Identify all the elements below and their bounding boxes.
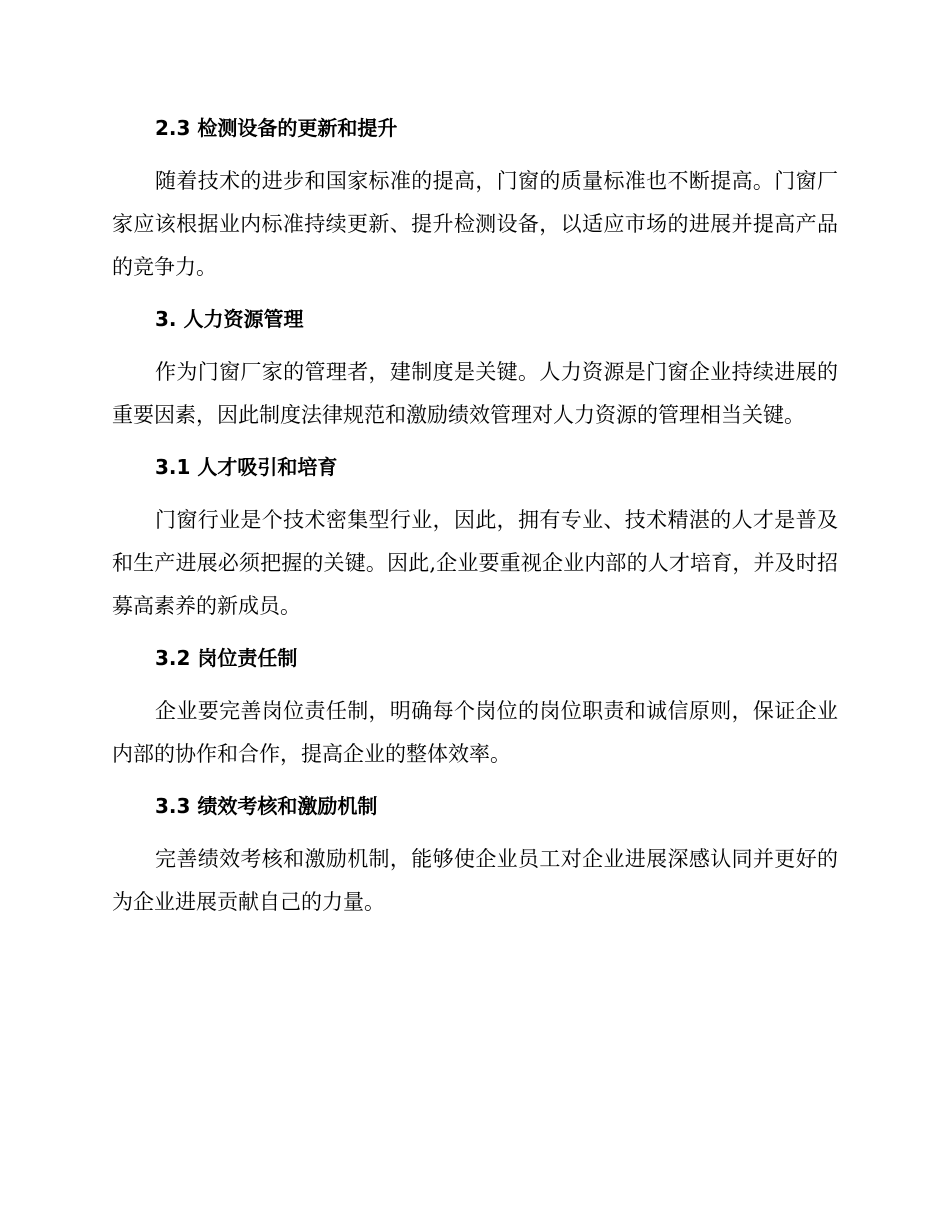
section-heading-3-1: 3.1 人才吸引和培育 — [155, 455, 338, 479]
section-heading-3: 3. 人力资源管理 — [155, 307, 304, 331]
section-paragraph-2-3: 随着技术的进步和国家标准的提高，门窗的质量标准也不断提高。门窗厂家应该根据业内标准持续更新、提升检测设备，以适应市场的进展并提高产品的竞争力。 — [112, 169, 838, 279]
section-heading-2-3: 2.3 检测设备的更新和提升 — [155, 116, 398, 140]
section-heading-3-2: 3.2 岗位责任制 — [155, 646, 298, 670]
section-paragraph-3-2: 企业要完善岗位责任制，明确每个岗位的岗位职责和诚信原则，保证企业内部的协作和合作，提高企业的整体效率。 — [112, 699, 838, 766]
section-paragraph-3-1: 门窗行业是个技术密集型行业，因此，拥有专业、技术精湛的人才是普及和生产进展必须把握的关键。因此,企业要重视企业内部的人才培育，并及时招募高素养的新成员。 — [112, 508, 838, 618]
section-paragraph-3: 作为门窗厂家的管理者，建制度是关键。人力资源是门窗企业持续进展的重要因素，因此制度法律规范和激励绩效管理对人力资源的管理相当关键。 — [112, 360, 838, 427]
section-paragraph-3-3: 完善绩效考核和激励机制，能够使企业员工对企业进展深感认同并更好的为企业进展贡献自己的力量。 — [112, 847, 838, 914]
section-heading-3-3: 3.3 绩效考核和激励机制 — [155, 794, 378, 818]
document-body — [112, 112, 838, 924]
